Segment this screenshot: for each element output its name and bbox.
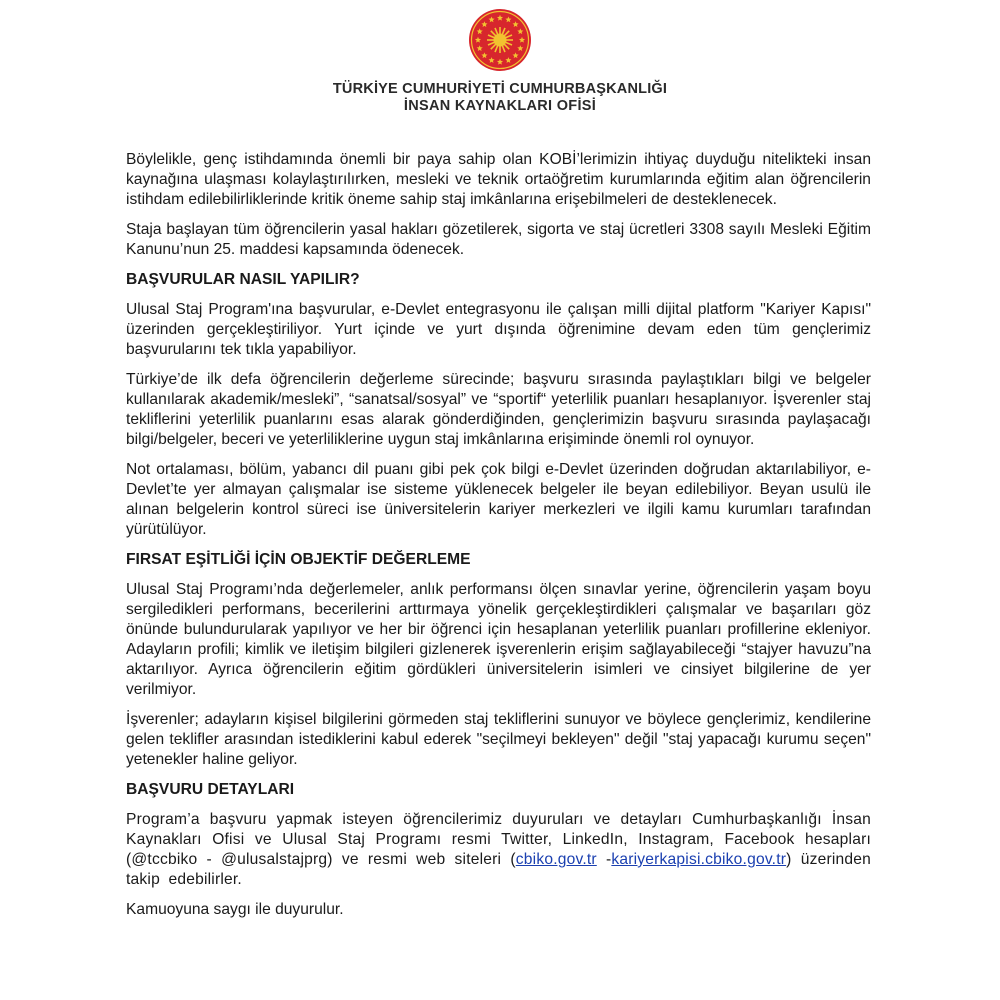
paragraph: İşverenler; adayların kişisel bilgilerini görmeden staj tekliflerini sunuyor ve böylece gençlerimiz, kendilerine gelen teklifler arasından istediklerini kabul ederek "seçilmeyi bekleyen" değil "staj yapacağı kurumu seçen" yetenekler haline geliyor. — [126, 711, 871, 768]
paragraph-text: Program’a başvuru yapmak isteyen öğrencilerimiz duyuruları ve detayları Cumhurbaşkanlığı İnsan Kaynakları Ofisi ve Ulusal Staj Programı resmi Twitter, LinkedIn, Instagram, Facebook hesapları (@tccbiko - @ulusalstajprg) ve resmi web siteleri ( — [126, 811, 871, 868]
letterhead — [0, 8, 1000, 114]
paragraph: Türkiye’de ilk defa öğrencilerin değerleme sürecinde; başvuru sırasında paylaştıkları bilgi ve belgeler kullanılarak akademik/mesleki”, “sanatsal/sosyal” ve “sportif“ yeterlilik puanları hesaplanıyor. İşverenler staj tekliflerini yeterlilik puanlarını esas alarak gönderdiğinden, gençlerimizin başvuru sırasında paylaşacağı bilgi/belgeler, beceri ve yeterliliklerine uygun staj imkânlarına erişiminde önemli rol oynuyor. — [126, 371, 871, 448]
office-name: İNSAN KAYNAKLARI OFİSİ — [403, 98, 597, 114]
paragraph: Ulusal Staj Programı’nda değerlemeler, anlık performansı ölçen sınavlar yerine, öğrencilerin yaşam boyu sergiledikleri performans, becerilerini arttırmaya yönelik gerçekleştirdikleri çalışmalar ve başarıları göz önünde bulundurularak yapılıyor ve her bir öğrenci için hesaplanan yeterlilik puanları profillerine ekleniyor. Adayların profili; kimlik ve iletişim bilgileri gizlenerek işverenlerin erişim sağlayabileceği “stajyer havuzu”na aktarılıyor. Ayrıca öğrencilerin eğitim gördükleri üniversitelerin isimleri ve cinsiyet bilgilerine de yer verilmiyor. — [126, 581, 871, 698]
application-details-paragraph — [126, 810, 871, 890]
paragraph: Staja başlayan tüm öğrencilerin yasal hakları gözetilerek, sigorta ve staj ücretleri 3308 sayılı Mesleki Eğitim Kanunu’nun 25. maddesi kapsamında ödenecek. — [126, 221, 871, 258]
paragraph-text: ) üzerinden takip edebilirler. — [126, 851, 871, 888]
kariyerkapisi-link[interactable]: kariyerkapisi.cbiko.gov.tr — [611, 851, 787, 868]
paragraph: Böylelikle, genç istihdamında önemli bir paya sahip olan KOBİ’lerimizin ihtiyaç duyduğu nitelikteki insan kaynağına ulaşması kolaylaştırılırken, mesleki ve teknik ortaöğretim kurumlarında eğitim alan öğrencilerin istihdam edilebilirliklerinde kritik öneme sahip staj imkânlarına erişebilmeleri de desteklenecek. — [126, 151, 871, 208]
section-heading: BAŞVURU DETAYLARI — [126, 781, 295, 798]
presidential-seal-icon — [468, 8, 532, 72]
section-heading: FIRSAT EŞİTLİĞİ İÇİN OBJEKTİF DEĞERLEME — [126, 551, 471, 568]
link-separator: - — [596, 851, 612, 868]
cbiko-link[interactable]: cbiko.gov.tr — [515, 851, 597, 868]
paragraph: Ulusal Staj Program'ına başvurular, e-Devlet entegrasyonu ile çalışan milli dijital platform "Kariyer Kapısı" üzerinden gerçekleştiriliyor. Yurt içinde ve yurt dışında öğrenimine devam eden tüm gençlerimiz başvurularını tek tıkla yapabiliyor. — [126, 301, 871, 358]
paragraph: Not ortalaması, bölüm, yabancı dil puanı gibi pek çok bilgi e-Devlet üzerinden doğrudan aktarılabiliyor, e-Devlet’te yer almayan çalışmalar ise sisteme yüklenecek belgeler ile beyan edilebiliyor. Beyan usulü ile alınan belgelerin kontrol süreci ise üniversitelerin kariyer merkezleri ve ilgili kamu kurumları tarafından yürütülüyor. — [126, 461, 871, 538]
organization-name: TÜRKİYE CUMHURİYETİ CUMHURBAŞKANLIĞI — [332, 81, 668, 97]
section-heading: BAŞVURULAR NASIL YAPILIR? — [126, 271, 360, 288]
closing-line: Kamuoyuna saygı ile duyurulur. — [126, 901, 344, 918]
press-release-body — [126, 150, 871, 930]
